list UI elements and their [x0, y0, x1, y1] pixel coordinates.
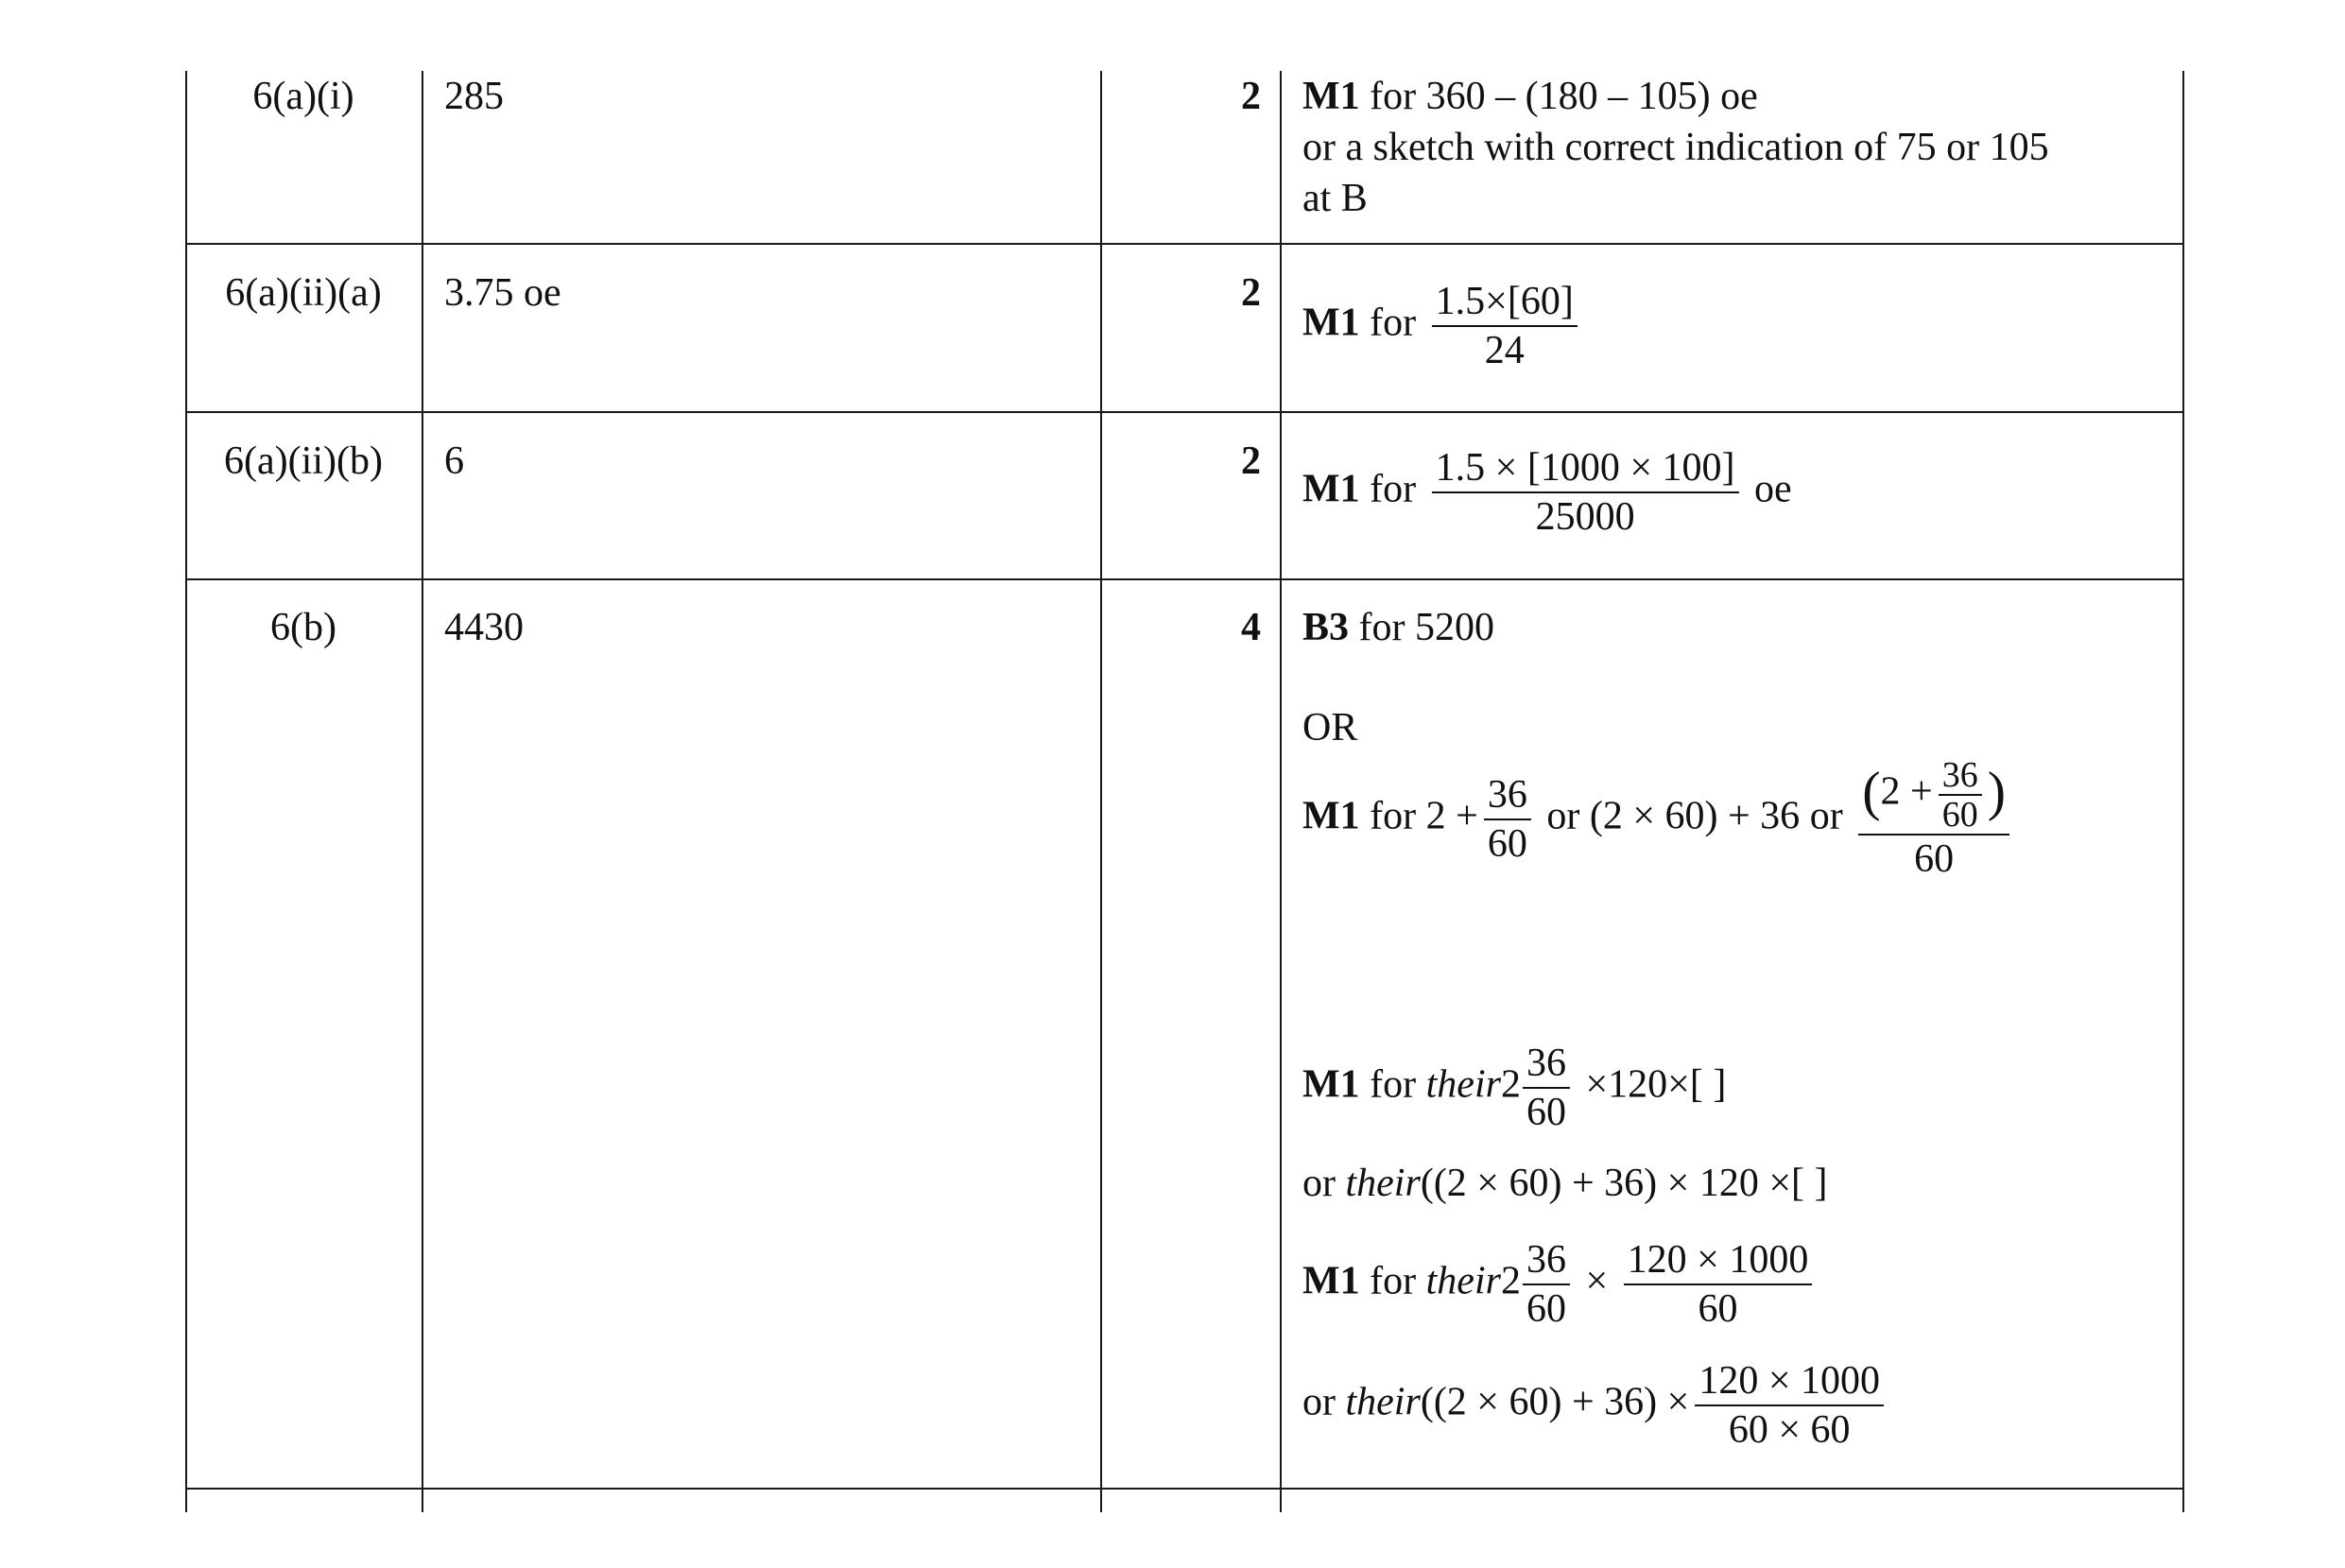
expression: ((2 × 60) + 36)	[1420, 1380, 1658, 1424]
fraction-denominator: 60	[1698, 1287, 1738, 1331]
guidance-line: M1 for their2 $\frac{36}{60}$ ×120×[ ]	[1302, 1042, 1727, 1134]
guidance-text: or	[1546, 794, 1580, 838]
column-divider-guidance	[1280, 71, 1282, 1512]
method-mark-label: M1	[1302, 467, 1360, 511]
their-label: their	[1345, 1380, 1421, 1424]
question-number: 6(a)(i)	[252, 75, 354, 118]
column-divider-answer	[422, 71, 423, 1512]
guidance-line	[1302, 72, 1758, 121]
fraction	[1432, 444, 1739, 541]
answer-cell: 285	[444, 75, 504, 118]
guidance-line: M1 for their2 $\frac{36}{60}$ × $\frac{120 \times 1000}{60}$	[1302, 1236, 1818, 1333]
method-mark-label: M1	[1302, 301, 1360, 345]
marks-cell: 2	[1241, 75, 1261, 118]
compound-fraction	[1858, 756, 2009, 883]
their-label: their	[1345, 1162, 1421, 1205]
method-mark-label: B3	[1302, 606, 1350, 649]
guidance-line	[1302, 603, 1494, 652]
expression: (2 × 60) + 36	[1589, 794, 1801, 838]
guidance-text: for	[1370, 794, 1417, 838]
fraction-numerator: 36	[1939, 756, 1982, 796]
row-divider	[185, 411, 2184, 413]
fraction-denominator: 60	[1526, 1091, 1566, 1134]
marks-cell: 2	[1241, 439, 1261, 483]
guidance-text: for	[1370, 467, 1417, 511]
guidance-text: for	[1370, 1062, 1417, 1107]
their-label: their	[1425, 1259, 1501, 1303]
fraction-denominator: 60 × 60	[1728, 1408, 1851, 1452]
fraction-denominator: 25000	[1535, 495, 1635, 539]
fraction-numerator: 36	[1523, 1040, 1570, 1089]
guidance-text: or	[1302, 1162, 1336, 1205]
fraction-numerator: 120 × 1000	[1624, 1236, 1813, 1285]
expression: × 120 ×[ ]	[1666, 1162, 1828, 1205]
fraction	[1624, 1236, 1813, 1333]
question-number: 6(b)	[270, 606, 336, 649]
method-mark-label: M1	[1302, 794, 1360, 838]
guidance-text: or	[1809, 794, 1843, 838]
fraction-numerator: (2 + $\frac{36}{60}$ )	[1858, 756, 2009, 836]
row-divider	[185, 243, 2184, 245]
question-number: 6(a)(ii)(a)	[225, 271, 382, 315]
guidance-line	[1302, 444, 1792, 541]
guidance-line: at B	[1302, 177, 1368, 220]
fraction-denominator: 60	[1941, 795, 1978, 835]
guidance-suffix: oe	[1754, 467, 1792, 511]
fraction-numerator: 120 × 1000	[1695, 1357, 1884, 1406]
fraction-numerator: 36	[1484, 771, 1531, 820]
fraction-denominator: 60	[1526, 1287, 1566, 1331]
fraction-denominator: 24	[1484, 329, 1525, 372]
fraction	[1523, 1040, 1570, 1136]
question-number: 6(a)(ii)(b)	[224, 439, 383, 483]
answer-cell: 4430	[444, 606, 524, 649]
table-border-right	[2182, 71, 2184, 1512]
guidance-line	[1302, 756, 2015, 883]
guidance-line	[1302, 1357, 1889, 1454]
fraction-numerator: 1.5×[60]	[1432, 278, 1578, 327]
method-mark-label: M1	[1302, 1062, 1360, 1107]
fraction-numerator: 1.5 × [1000 × 100]	[1432, 444, 1739, 493]
guidance-text: for 5200	[1349, 606, 1494, 649]
expression: ×120×[ ]	[1585, 1062, 1727, 1107]
expression: 2 +	[1425, 794, 1478, 838]
fraction	[1695, 1357, 1884, 1454]
row-divider	[185, 1488, 2184, 1490]
guidance-text: for 360 – (180 – 105) oe	[1359, 75, 1758, 118]
marks-cell: 4	[1241, 606, 1261, 649]
close-bracket: )	[1987, 760, 2007, 822]
row-divider	[185, 578, 2184, 580]
fraction-denominator: 60	[1487, 822, 1527, 866]
open-bracket: (	[1862, 760, 1881, 822]
guidance-text: for	[1370, 301, 1417, 345]
times-sign: ×	[1666, 1380, 1690, 1424]
guidance-text: or	[1302, 1380, 1336, 1424]
guidance-line	[1302, 278, 1583, 374]
their-label: their	[1425, 1062, 1501, 1107]
answer-cell: 3.75 oe	[444, 271, 561, 315]
guidance-line: or a sketch with correct indication of 75 or 105	[1302, 126, 2049, 169]
method-mark-label: M1	[1302, 75, 1360, 118]
fraction	[1939, 756, 1982, 834]
fraction	[1432, 278, 1578, 374]
guidance-or: OR	[1302, 706, 1358, 750]
method-mark-label: M1	[1302, 1259, 1360, 1303]
fraction	[1484, 771, 1531, 868]
answer-cell: 6	[444, 439, 464, 483]
times-sign: ×	[1585, 1259, 1609, 1303]
guidance-line	[1302, 1159, 1828, 1208]
fraction-denominator: 60	[1914, 837, 1955, 881]
guidance-text: for	[1370, 1259, 1417, 1303]
expression: ((2 × 60) + 36)	[1420, 1162, 1658, 1205]
fraction	[1523, 1236, 1570, 1333]
marks-cell: 2	[1241, 271, 1261, 315]
fraction-numerator: 36	[1523, 1236, 1570, 1285]
